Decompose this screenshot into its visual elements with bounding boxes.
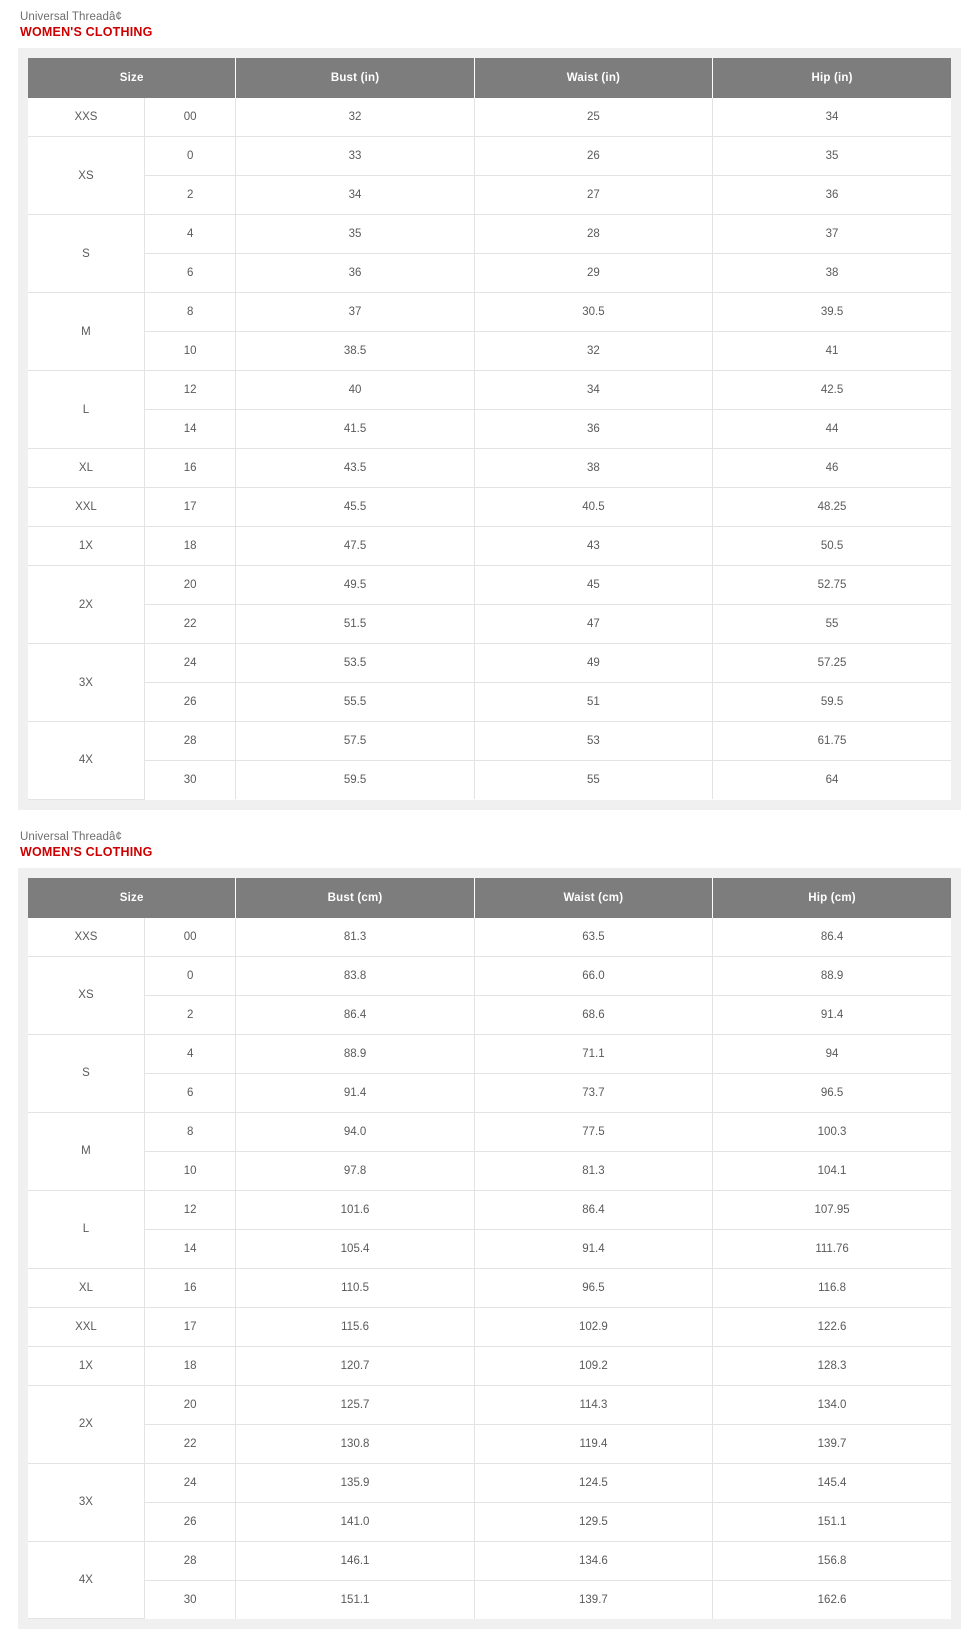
table-row <box>28 137 951 176</box>
size-number-cell: 2 <box>144 995 235 1034</box>
table-row <box>28 995 951 1034</box>
bust-cell: 83.8 <box>236 956 474 995</box>
table-header-row <box>28 878 951 918</box>
bust-cell: 141.0 <box>236 1502 474 1541</box>
waist-cell: 40.5 <box>474 488 712 527</box>
hip-cell: 151.1 <box>713 1502 951 1541</box>
column-header: Waist (in) <box>474 58 712 98</box>
size-number-cell: 16 <box>144 449 235 488</box>
size-letter-cell: M <box>28 1112 144 1190</box>
bust-cell: 81.3 <box>236 918 474 957</box>
waist-cell: 86.4 <box>474 1190 712 1229</box>
bust-cell: 36 <box>236 254 474 293</box>
table-row <box>28 215 951 254</box>
size-number-cell: 0 <box>144 956 235 995</box>
waist-cell: 53 <box>474 722 712 761</box>
waist-cell: 91.4 <box>474 1229 712 1268</box>
size-letter-cell: 1X <box>28 527 144 566</box>
size-number-cell: 17 <box>144 488 235 527</box>
hip-cell: 96.5 <box>713 1073 951 1112</box>
waist-cell: 32 <box>474 332 712 371</box>
hip-cell: 41 <box>713 332 951 371</box>
size-letter-cell: 3X <box>28 644 144 722</box>
size-letter-cell: XXS <box>28 98 144 137</box>
waist-cell: 63.5 <box>474 918 712 957</box>
waist-cell: 34 <box>474 371 712 410</box>
waist-cell: 73.7 <box>474 1073 712 1112</box>
waist-cell: 102.9 <box>474 1307 712 1346</box>
size-number-cell: 20 <box>144 1385 235 1424</box>
bust-cell: 97.8 <box>236 1151 474 1190</box>
waist-cell: 25 <box>474 98 712 137</box>
table-row <box>28 293 951 332</box>
bust-cell: 33 <box>236 137 474 176</box>
waist-cell: 55 <box>474 761 712 800</box>
column-header: Bust (in) <box>236 58 474 98</box>
size-number-cell: 12 <box>144 1190 235 1229</box>
waist-cell: 77.5 <box>474 1112 712 1151</box>
brand-name: Universal Threadâ¢ <box>20 11 122 23</box>
table-row <box>28 176 951 215</box>
size-letter-cell: XXS <box>28 918 144 957</box>
hip-cell: 86.4 <box>713 918 951 957</box>
hip-cell: 38 <box>713 254 951 293</box>
size-letter-cell: 3X <box>28 1463 144 1541</box>
bust-cell: 125.7 <box>236 1385 474 1424</box>
size-letter-cell: S <box>28 1034 144 1112</box>
table-row <box>28 1034 951 1073</box>
size-number-cell: 22 <box>144 1424 235 1463</box>
hip-cell: 128.3 <box>713 1346 951 1385</box>
hip-cell: 134.0 <box>713 1385 951 1424</box>
size-chart-block <box>18 830 961 1630</box>
size-letter-cell: XXL <box>28 488 144 527</box>
bust-cell: 55.5 <box>236 683 474 722</box>
bust-cell: 49.5 <box>236 566 474 605</box>
size-number-cell: 0 <box>144 137 235 176</box>
bust-cell: 35 <box>236 215 474 254</box>
size-number-cell: 30 <box>144 1580 235 1619</box>
table-row <box>28 1229 951 1268</box>
size-number-cell: 8 <box>144 293 235 332</box>
column-header: Bust (cm) <box>236 878 474 918</box>
hip-cell: 139.7 <box>713 1424 951 1463</box>
bust-cell: 37 <box>236 293 474 332</box>
size-number-cell: 20 <box>144 566 235 605</box>
waist-cell: 30.5 <box>474 293 712 332</box>
bust-cell: 110.5 <box>236 1268 474 1307</box>
bust-cell: 32 <box>236 98 474 137</box>
waist-cell: 51 <box>474 683 712 722</box>
hip-cell: 64 <box>713 761 951 800</box>
hip-cell: 162.6 <box>713 1580 951 1619</box>
waist-cell: 38 <box>474 449 712 488</box>
table-row <box>28 1112 951 1151</box>
size-number-cell: 24 <box>144 1463 235 1502</box>
column-header: Waist (cm) <box>474 878 712 918</box>
size-number-cell: 10 <box>144 1151 235 1190</box>
table-row <box>28 1541 951 1580</box>
size-table-panel <box>18 868 961 1630</box>
hip-cell: 44 <box>713 410 951 449</box>
size-table <box>28 58 951 800</box>
size-number-cell: 6 <box>144 1073 235 1112</box>
hip-cell: 48.25 <box>713 488 951 527</box>
bust-cell: 53.5 <box>236 644 474 683</box>
bust-cell: 88.9 <box>236 1034 474 1073</box>
column-header: Hip (in) <box>713 58 951 98</box>
hip-cell: 52.75 <box>713 566 951 605</box>
bust-cell: 91.4 <box>236 1073 474 1112</box>
section-divider <box>18 816 961 830</box>
size-letter-cell: XS <box>28 137 144 215</box>
waist-cell: 134.6 <box>474 1541 712 1580</box>
size-letter-cell: XS <box>28 956 144 1034</box>
hip-cell: 42.5 <box>713 371 951 410</box>
size-number-cell: 16 <box>144 1268 235 1307</box>
table-row <box>28 254 951 293</box>
bust-cell: 151.1 <box>236 1580 474 1619</box>
waist-cell: 26 <box>474 137 712 176</box>
hip-cell: 91.4 <box>713 995 951 1034</box>
waist-cell: 36 <box>474 410 712 449</box>
size-letter-cell: 4X <box>28 722 144 800</box>
size-number-cell: 2 <box>144 176 235 215</box>
bust-cell: 135.9 <box>236 1463 474 1502</box>
size-letter-cell: M <box>28 293 144 371</box>
hip-cell: 46 <box>713 449 951 488</box>
size-number-cell: 30 <box>144 761 235 800</box>
bust-cell: 59.5 <box>236 761 474 800</box>
size-number-cell: 18 <box>144 1346 235 1385</box>
bust-cell: 57.5 <box>236 722 474 761</box>
hip-cell: 61.75 <box>713 722 951 761</box>
table-row <box>28 1268 951 1307</box>
bust-cell: 38.5 <box>236 332 474 371</box>
table-row <box>28 1580 951 1619</box>
waist-cell: 109.2 <box>474 1346 712 1385</box>
hip-cell: 122.6 <box>713 1307 951 1346</box>
waist-cell: 49 <box>474 644 712 683</box>
table-row <box>28 98 951 137</box>
size-table-panel <box>18 48 961 810</box>
waist-cell: 124.5 <box>474 1463 712 1502</box>
size-letter-cell: XXL <box>28 1307 144 1346</box>
waist-cell: 119.4 <box>474 1424 712 1463</box>
hip-cell: 57.25 <box>713 644 951 683</box>
size-letter-cell: L <box>28 1190 144 1268</box>
size-number-cell: 14 <box>144 1229 235 1268</box>
table-row <box>28 1502 951 1541</box>
bust-cell: 51.5 <box>236 605 474 644</box>
size-chart-block <box>18 10 961 810</box>
table-row <box>28 956 951 995</box>
hip-cell: 100.3 <box>713 1112 951 1151</box>
waist-cell: 114.3 <box>474 1385 712 1424</box>
table-row <box>28 1073 951 1112</box>
hip-cell: 36 <box>713 176 951 215</box>
hip-cell: 104.1 <box>713 1151 951 1190</box>
bust-cell: 41.5 <box>236 410 474 449</box>
column-header: Size <box>28 878 236 918</box>
size-number-cell: 12 <box>144 371 235 410</box>
hip-cell: 39.5 <box>713 293 951 332</box>
size-number-cell: 00 <box>144 918 235 957</box>
hip-cell: 111.76 <box>713 1229 951 1268</box>
waist-cell: 27 <box>474 176 712 215</box>
size-number-cell: 00 <box>144 98 235 137</box>
size-number-cell: 28 <box>144 1541 235 1580</box>
size-letter-cell: 1X <box>28 1346 144 1385</box>
waist-cell: 68.6 <box>474 995 712 1034</box>
table-row <box>28 1385 951 1424</box>
bust-cell: 115.6 <box>236 1307 474 1346</box>
table-row <box>28 683 951 722</box>
size-number-cell: 8 <box>144 1112 235 1151</box>
hip-cell: 35 <box>713 137 951 176</box>
size-number-cell: 22 <box>144 605 235 644</box>
hip-cell: 116.8 <box>713 1268 951 1307</box>
brand-name: Universal Threadâ¢ <box>20 830 122 843</box>
table-row <box>28 449 951 488</box>
bust-cell: 120.7 <box>236 1346 474 1385</box>
hip-cell: 34 <box>713 98 951 137</box>
table-row <box>28 1346 951 1385</box>
bust-cell: 101.6 <box>236 1190 474 1229</box>
waist-cell: 47 <box>474 605 712 644</box>
waist-cell: 81.3 <box>474 1151 712 1190</box>
size-chart-list <box>18 10 961 1629</box>
size-letter-cell: 4X <box>28 1541 144 1619</box>
table-row <box>28 761 951 800</box>
bust-cell: 130.8 <box>236 1424 474 1463</box>
bust-cell: 34 <box>236 176 474 215</box>
bust-cell: 86.4 <box>236 995 474 1034</box>
size-number-cell: 26 <box>144 683 235 722</box>
size-letter-cell: 2X <box>28 566 144 644</box>
size-number-cell: 4 <box>144 1034 235 1073</box>
size-letter-cell: XL <box>28 1268 144 1307</box>
waist-cell: 28 <box>474 215 712 254</box>
waist-cell: 129.5 <box>474 1502 712 1541</box>
column-header: Size <box>28 58 236 98</box>
table-header-row <box>28 58 951 98</box>
waist-cell: 45 <box>474 566 712 605</box>
table-row <box>28 1463 951 1502</box>
bust-cell: 146.1 <box>236 1541 474 1580</box>
size-number-cell: 4 <box>144 215 235 254</box>
table-row <box>28 488 951 527</box>
category-label: WOMEN'S CLOTHING <box>20 25 153 39</box>
size-number-cell: 24 <box>144 644 235 683</box>
waist-cell: 96.5 <box>474 1268 712 1307</box>
hip-cell: 59.5 <box>713 683 951 722</box>
table-row <box>28 332 951 371</box>
waist-cell: 43 <box>474 527 712 566</box>
waist-cell: 66.0 <box>474 956 712 995</box>
hip-cell: 145.4 <box>713 1463 951 1502</box>
waist-cell: 139.7 <box>474 1580 712 1619</box>
hip-cell: 37 <box>713 215 951 254</box>
size-number-cell: 14 <box>144 410 235 449</box>
waist-cell: 29 <box>474 254 712 293</box>
size-number-cell: 26 <box>144 1502 235 1541</box>
hip-cell: 107.95 <box>713 1190 951 1229</box>
waist-cell: 71.1 <box>474 1034 712 1073</box>
hip-cell: 88.9 <box>713 956 951 995</box>
table-row <box>28 527 951 566</box>
hip-cell: 94 <box>713 1034 951 1073</box>
size-letter-cell: 2X <box>28 1385 144 1463</box>
size-number-cell: 17 <box>144 1307 235 1346</box>
table-row <box>28 410 951 449</box>
size-letter-cell: L <box>28 371 144 449</box>
hip-cell: 156.8 <box>713 1541 951 1580</box>
size-number-cell: 28 <box>144 722 235 761</box>
hip-cell: 50.5 <box>713 527 951 566</box>
table-row <box>28 371 951 410</box>
table-row <box>28 722 951 761</box>
bust-cell: 47.5 <box>236 527 474 566</box>
table-row <box>28 1424 951 1463</box>
size-number-cell: 18 <box>144 527 235 566</box>
table-row <box>28 605 951 644</box>
table-row <box>28 566 951 605</box>
size-number-cell: 6 <box>144 254 235 293</box>
bust-cell: 105.4 <box>236 1229 474 1268</box>
hip-cell: 55 <box>713 605 951 644</box>
bust-cell: 43.5 <box>236 449 474 488</box>
table-row <box>28 918 951 957</box>
column-header: Hip (cm) <box>713 878 951 918</box>
table-row <box>28 1190 951 1229</box>
size-letter-cell: S <box>28 215 144 293</box>
table-row <box>28 644 951 683</box>
table-row <box>28 1151 951 1190</box>
table-row <box>28 1307 951 1346</box>
bust-cell: 40 <box>236 371 474 410</box>
size-table <box>28 878 951 1620</box>
size-number-cell: 10 <box>144 332 235 371</box>
category-label: WOMEN'S CLOTHING <box>20 844 153 859</box>
bust-cell: 45.5 <box>236 488 474 527</box>
bust-cell: 94.0 <box>236 1112 474 1151</box>
size-letter-cell: XL <box>28 449 144 488</box>
